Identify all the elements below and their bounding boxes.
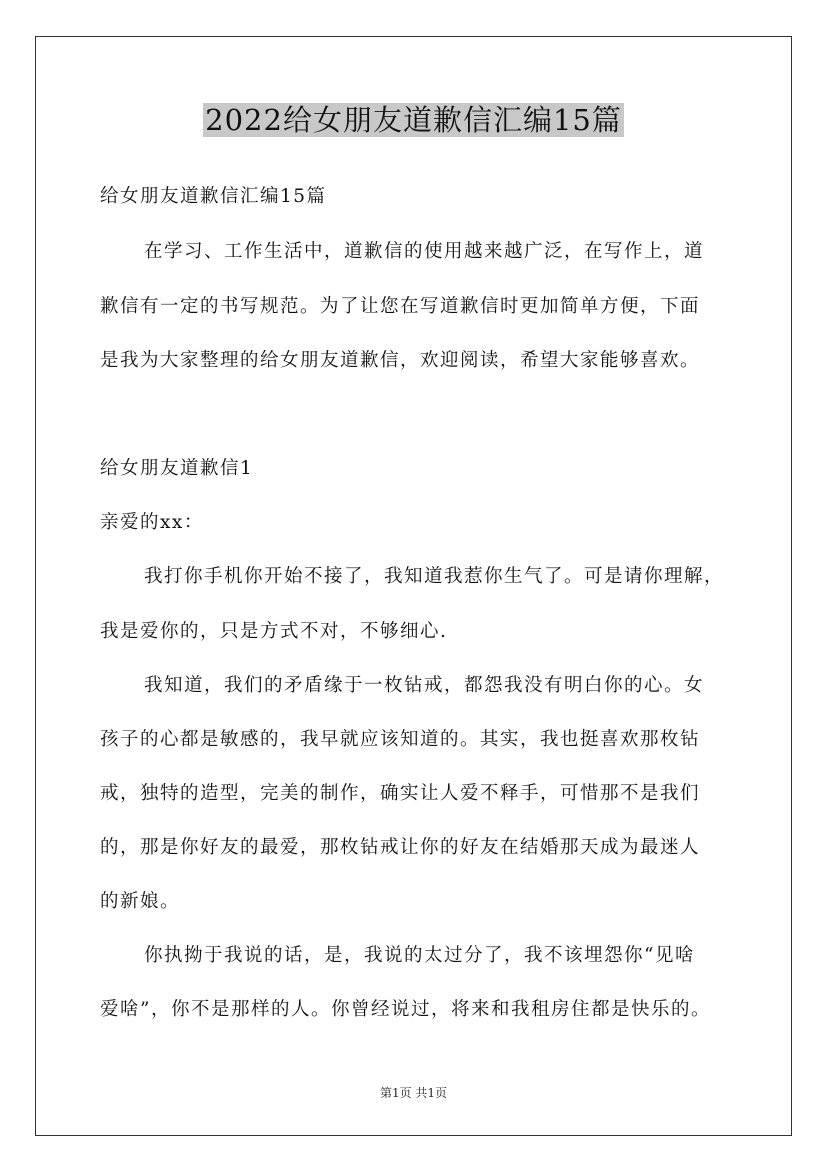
letter-line-5: 戒，独特的造型，完美的制作，确实让人爱不释手，可惜那不是我们 <box>100 783 701 804</box>
intro-line-3: 是我为大家整理的给女朋友道歉信，欢迎阅读，希望大家能够喜欢。 <box>100 350 701 371</box>
letter-line-7: 的新娘。 <box>100 891 181 912</box>
intro-line-2: 歉信有一定的书写规范。为了让您在写道歉信时更加简单方便，下面 <box>100 296 701 317</box>
letter-heading: 给女朋友道歉信1 <box>100 458 254 479</box>
document-title-wrap <box>0 100 827 140</box>
letter-line-3: 我知道，我们的矛盾缘于一枚钻戒，都怨我没有明白你的心。女 <box>144 675 705 696</box>
document-title: 2022给女朋友道歉信汇编15篇 <box>205 103 622 137</box>
letter-line-1: 我打你手机你开始不接了，我知道我惹你生气了。可是请你理解， <box>144 566 725 587</box>
subtitle: 给女朋友道歉信汇编15篇 <box>100 186 327 207</box>
page-footer: 第1页 共1页 <box>379 1086 448 1100</box>
letter-line-9: 爱啥”，你不是那样的人。你曾经说过，将来和我租房住都是快乐的。 <box>100 999 711 1020</box>
letter-salutation: 亲爱的xx： <box>100 512 204 533</box>
letter-line-4: 孩子的心都是敏感的，我早就应该知道的。其实，我也挺喜欢那枚钻 <box>100 729 701 750</box>
intro-line-1: 在学习、工作生活中，道歉信的使用越来越广泛，在写作上，道 <box>144 241 705 262</box>
letter-line-6: 的，那是你好友的最爱，那枚钻戒让你的好友在结婚那天成为最迷人 <box>100 837 701 858</box>
letter-line-8: 你执拗于我说的话，是，我说的太过分了，我不该埋怨你“见啥 <box>144 945 695 966</box>
letter-line-2: 我是爱你的，只是方式不对，不够细心. <box>100 621 448 642</box>
